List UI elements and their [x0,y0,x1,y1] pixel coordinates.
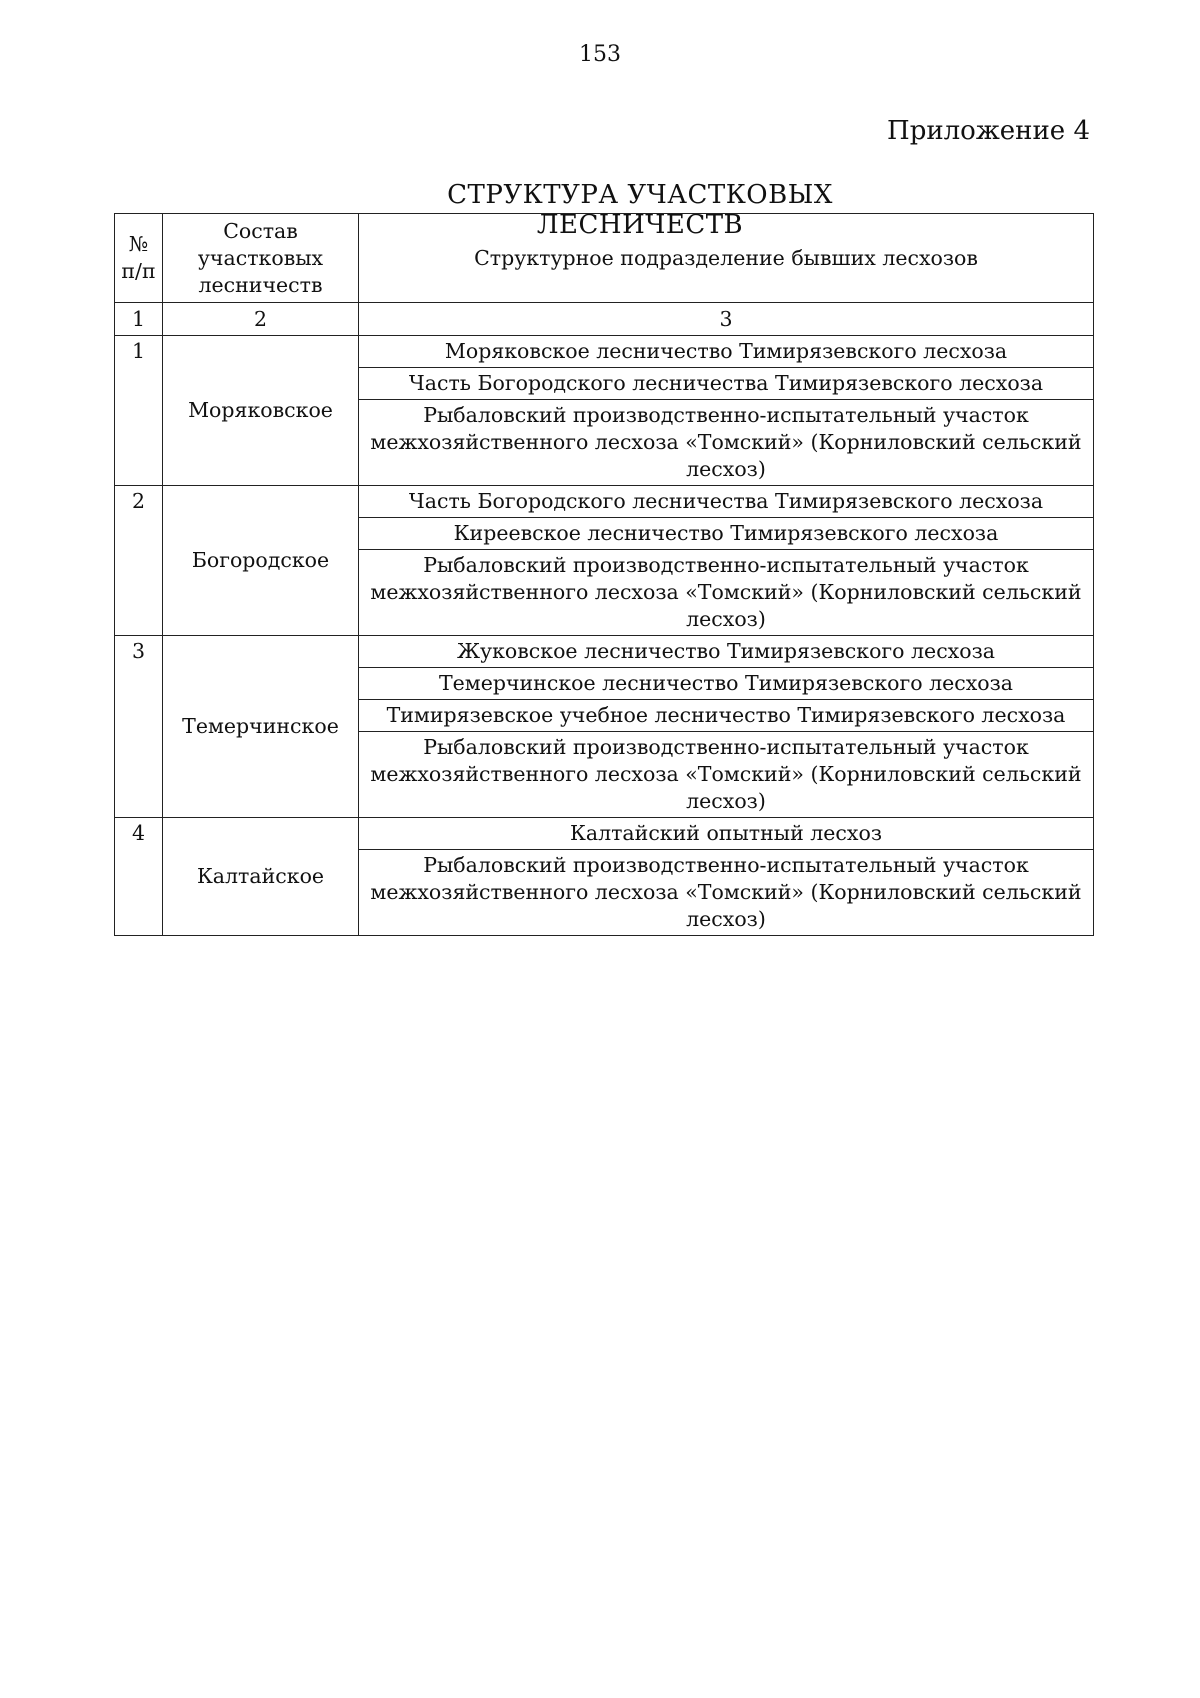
table-body [115,336,1094,936]
table-row [115,636,1094,668]
former-division: Рыбаловский производственно-испытательный участок межхозяйственного лесхоза «Томский» (Корниловский сельский лесхоз) [359,850,1094,936]
row-number: 2 [115,486,163,636]
column-number: 1 [115,303,163,336]
column-number: 3 [359,303,1094,336]
former-division: Киреевское лесничество Тимирязевского лесхоза [359,518,1094,550]
table-row [115,486,1094,518]
table-row [115,818,1094,850]
row-number: 1 [115,336,163,486]
former-division: Рыбаловский производственно-испытательный участок межхозяйственного лесхоза «Томский» (Корниловский сельский лесхоз) [359,400,1094,486]
page-title: СТРУКТУРА УЧАСТКОВЫХ ЛЕСНИЧЕСТВ [447,180,833,240]
header-number [115,214,163,303]
page-number: 153 [579,42,621,67]
header-number-sign: № [128,232,149,256]
forestry-name: Моряковское [163,336,359,486]
former-division: Рыбаловский производственно-испытательный участок межхозяйственного лесхоза «Томский» (Корниловский сельский лесхоз) [359,550,1094,636]
column-number-row [115,303,1094,336]
header-number-abbr: п/п [121,259,156,283]
former-division: Темерчинское лесничество Тимирязевского лесхоза [359,668,1094,700]
table-header-row [115,214,1094,303]
forestry-name: Калтайское [163,818,359,936]
header-division: Структурное подразделение бывших лесхозов [359,214,1094,303]
former-division: Моряковское лесничество Тимирязевского лесхоза [359,336,1094,368]
former-division: Часть Богородского лесничества Тимирязевского лесхоза [359,486,1094,518]
former-division: Рыбаловский производственно-испытательный участок межхозяйственного лесхоза «Томский» (Корниловский сельский лесхоз) [359,732,1094,818]
header-composition: Состав участковых лесничеств [163,214,359,303]
forestry-name: Темерчинское [163,636,359,818]
appendix-label: Приложение 4 [887,116,1090,146]
column-number: 2 [163,303,359,336]
row-number: 4 [115,818,163,936]
row-number: 3 [115,636,163,818]
table-row [115,336,1094,368]
forestry-structure-table [114,213,1094,936]
former-division: Часть Богородского лесничества Тимирязевского лесхоза [359,368,1094,400]
former-division: Жуковское лесничество Тимирязевского лесхоза [359,636,1094,668]
former-division: Тимирязевское учебное лесничество Тимирязевского лесхоза [359,700,1094,732]
former-division: Калтайский опытный лесхоз [359,818,1094,850]
forestry-name: Богородское [163,486,359,636]
